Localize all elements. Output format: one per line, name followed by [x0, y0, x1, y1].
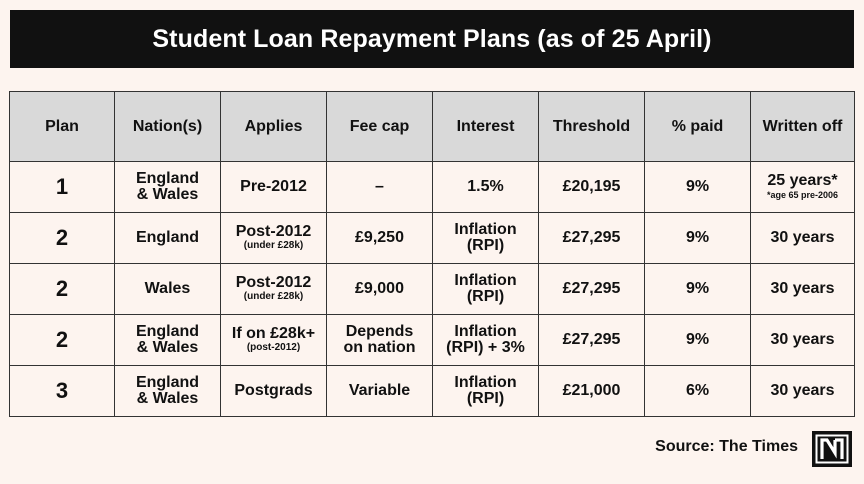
nations-cell: [115, 366, 221, 417]
nations-line: England: [135, 374, 200, 391]
percent-paid-cell: 6%: [645, 366, 751, 417]
fee-cap-line: Depends: [345, 323, 414, 340]
applies-note: (under £28k): [243, 291, 304, 302]
nations-line: Wales: [144, 280, 191, 297]
plan-number-cell: 2: [10, 264, 115, 315]
percent-paid-cell: 9%: [645, 264, 751, 315]
table-row: [10, 162, 855, 213]
fee-cap-cell: [327, 366, 433, 417]
written-off-note: *age 65 pre-2006: [766, 190, 839, 200]
source-credit: Source: The Times: [655, 438, 798, 455]
written-off-text: 30 years: [770, 280, 835, 297]
nations-line: England: [135, 170, 200, 187]
applies-note: (post-2012): [246, 342, 301, 353]
fee-cap-line: £9,250: [355, 229, 404, 246]
written-off-text: 25 years*: [767, 172, 838, 189]
applies-text: Postgrads: [234, 382, 313, 399]
applies-cell: [221, 366, 327, 417]
column-header-fee-cap: Fee cap: [327, 92, 433, 162]
nations-cell: [115, 213, 221, 264]
threshold-cell: £27,295: [539, 315, 645, 366]
fee-cap-cell: [327, 162, 433, 213]
fee-cap-line: £9,000: [355, 280, 404, 297]
fee-cap-line: Variable: [348, 382, 411, 399]
applies-cell: [221, 162, 327, 213]
threshold-cell: £27,295: [539, 213, 645, 264]
threshold-cell: £20,195: [539, 162, 645, 213]
interest-line: (RPI): [466, 237, 505, 254]
table-row: [10, 264, 855, 315]
written-off-text: 30 years: [770, 382, 835, 399]
nations-line: & Wales: [136, 390, 199, 407]
plan-number-cell: 2: [10, 213, 115, 264]
written-off-cell: [751, 366, 855, 417]
interest-cell: [433, 162, 539, 213]
applies-cell: [221, 264, 327, 315]
interest-line: Inflation: [454, 323, 517, 340]
column-header-interest: Interest: [433, 92, 539, 162]
page-title: Student Loan Repayment Plans (as of 25 April): [152, 24, 712, 53]
repayment-plans-table: [9, 91, 855, 417]
interest-cell: [433, 366, 539, 417]
column-header-percent-paid: % paid: [645, 92, 751, 162]
applies-text: Post-2012: [235, 223, 312, 240]
nations-cell: [115, 315, 221, 366]
nations-line: England: [135, 229, 200, 246]
percent-paid-cell: 9%: [645, 213, 751, 264]
table-row: [10, 366, 855, 417]
nations-line: & Wales: [136, 186, 199, 203]
nations-line: England: [135, 323, 200, 340]
nations-line: & Wales: [136, 339, 199, 356]
table-body: [10, 162, 855, 417]
written-off-cell: [751, 213, 855, 264]
applies-cell: [221, 213, 327, 264]
percent-paid-cell: 9%: [645, 315, 751, 366]
interest-line: Inflation: [454, 272, 517, 289]
column-header-plan: Plan: [10, 92, 115, 162]
column-header-threshold: Threshold: [539, 92, 645, 162]
plan-number-cell: 3: [10, 366, 115, 417]
written-off-cell: [751, 162, 855, 213]
fee-cap-cell: [327, 213, 433, 264]
interest-line: (RPI) + 3%: [446, 339, 525, 356]
interest-line: (RPI): [466, 390, 505, 407]
fee-cap-line: on nation: [343, 339, 416, 356]
plan-number-cell: 2: [10, 315, 115, 366]
fee-cap-line: –: [375, 178, 384, 195]
applies-cell: [221, 315, 327, 366]
threshold-cell: £21,000: [539, 366, 645, 417]
column-header-written-off: Written off: [751, 92, 855, 162]
table-row: [10, 213, 855, 264]
plan-number-cell: 1: [10, 162, 115, 213]
written-off-text: 30 years: [770, 229, 835, 246]
title-bar: [10, 10, 854, 68]
interest-line: Inflation: [454, 221, 517, 238]
nations-cell: [115, 162, 221, 213]
written-off-cell: [751, 315, 855, 366]
percent-paid-cell: 9%: [645, 162, 751, 213]
interest-line: Inflation: [454, 374, 517, 391]
publisher-logo: [812, 431, 852, 467]
fee-cap-cell: [327, 264, 433, 315]
fee-cap-cell: [327, 315, 433, 366]
applies-note: (under £28k): [243, 240, 304, 251]
nations-cell: [115, 264, 221, 315]
written-off-text: 30 years: [770, 331, 835, 348]
logo-icon: [815, 434, 849, 464]
header-row: [10, 92, 855, 162]
interest-line: 1.5%: [467, 178, 504, 195]
interest-cell: [433, 213, 539, 264]
table-row: [10, 315, 855, 366]
interest-cell: [433, 315, 539, 366]
applies-text: Pre-2012: [240, 178, 307, 195]
column-header-nations: Nation(s): [115, 92, 221, 162]
interest-line: (RPI): [466, 288, 505, 305]
column-header-applies: Applies: [221, 92, 327, 162]
interest-cell: [433, 264, 539, 315]
applies-text: Post-2012: [235, 274, 312, 291]
written-off-cell: [751, 264, 855, 315]
applies-text: If on £28k+: [231, 325, 316, 342]
threshold-cell: £27,295: [539, 264, 645, 315]
